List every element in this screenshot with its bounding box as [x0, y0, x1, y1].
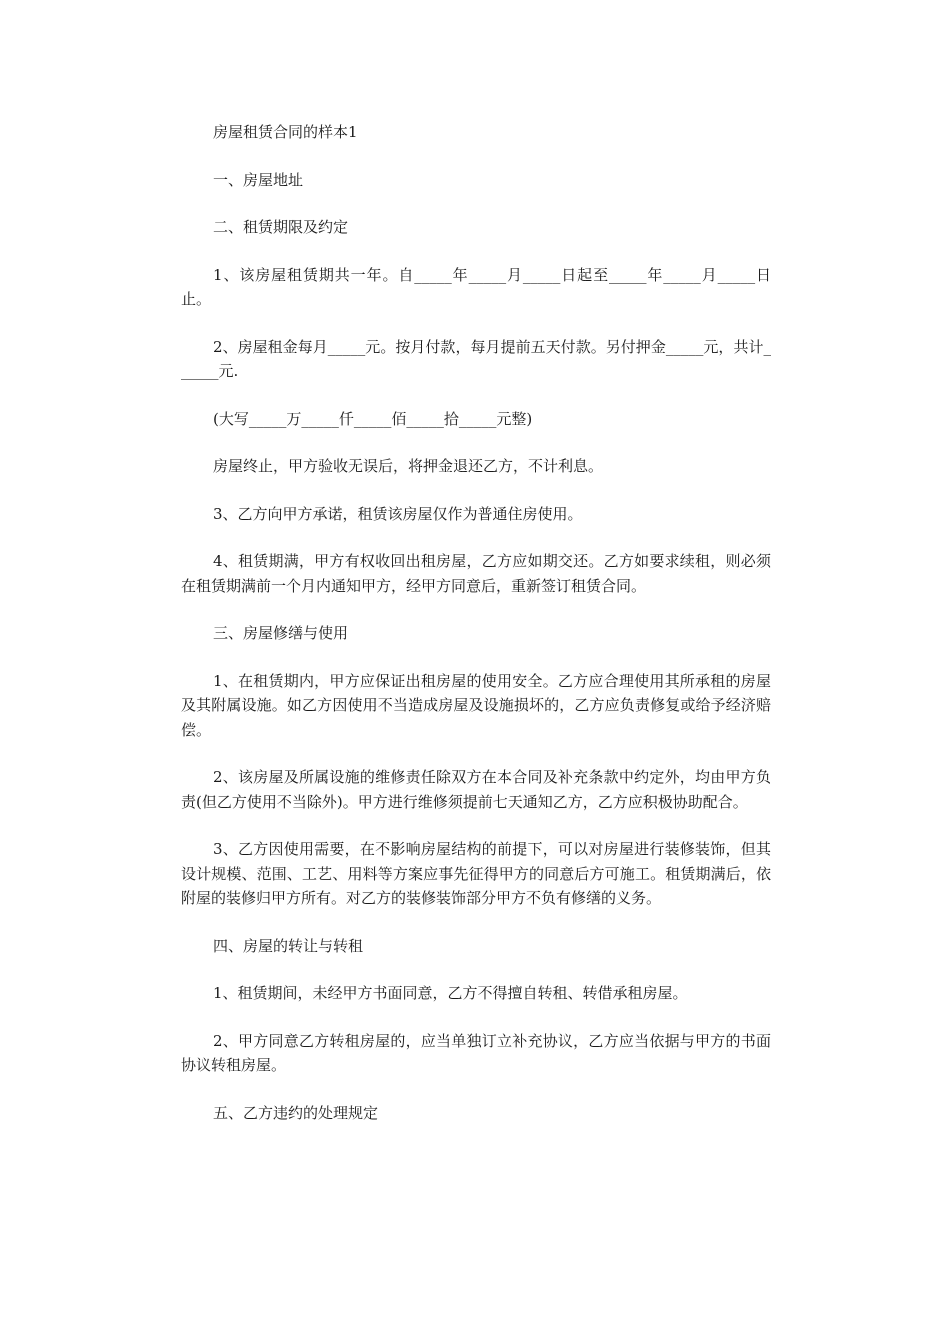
clause-rent-payment: 2、房屋租金每月_____元。按月付款，每月提前五天付款。另付押金_____元，共计______元. — [181, 337, 771, 380]
section-heading-address: 一、房屋地址 — [213, 170, 304, 189]
clause-sublet-agreement: 2、甲方同意乙方转租房屋的，应当单独订立补充协议，乙方应当依据与甲方的书面协议转租房屋。 — [181, 1031, 771, 1074]
clause-residential-use: 3、乙方向甲方承诺，租赁该房屋仅作为普通住房使用。 — [213, 504, 583, 523]
clause-term-period: 1、该房屋租赁期共一年。自_____年_____月_____日起至_____年_____月_____日止。 — [181, 265, 771, 308]
clause-renewal: 4、租赁期满，甲方有权收回出租房屋，乙方应如期交还。乙方如要求续租，则必须在租赁期满前一个月内通知甲方，经甲方同意后，重新签订租赁合同。 — [181, 552, 771, 595]
section-heading-repair: 三、房屋修缮与使用 — [213, 624, 349, 642]
clause-safety-use: 1、在租赁期内，甲方应保证出租房屋的使用安全。乙方应合理使用其所承租的房屋及其附属设施。如乙方因使用不当造成房屋及设施损坏的，乙方应负责修复或给予经济赔偿。 — [181, 671, 771, 739]
section-heading-term: 二、租赁期限及约定 — [213, 218, 349, 236]
section-heading-breach: 五、乙方违约的处理规定 — [213, 1103, 379, 1122]
section-heading-sublet: 四、房屋的转让与转租 — [213, 936, 364, 955]
clause-maintenance: 2、该房屋及所属设施的维修责任除双方在本合同及补充条款中约定外，均由甲方负责(但乙方使用不当除外)。甲方进行维修须提前七天通知乙方，乙方应积极协助配合。 — [181, 768, 771, 811]
clause-no-sublet: 1、租赁期间，未经甲方书面同意，乙方不得擅自转租、转借承租房屋。 — [213, 984, 688, 1002]
clause-amount-in-words: (大写_____万_____仟_____佰_____拾_____元整) — [213, 409, 533, 428]
document-title: 房屋租赁合同的样本1 — [213, 123, 358, 141]
document-page — [181, 120, 771, 1148]
clause-deposit-return: 房屋终止，甲方验收无误后，将押金退还乙方，不计利息。 — [213, 457, 604, 475]
clause-decoration: 3、乙方因使用需要，在不影响房屋结构的前提下，可以对房屋进行装修装饰，但其设计规模、范围、工艺、用料等方案应事先征得甲方的同意后方可施工。租赁期满后，依附屋的装修归甲方所有。对乙方的装修装饰部分甲方不负有修缮的义务。 — [181, 840, 771, 907]
